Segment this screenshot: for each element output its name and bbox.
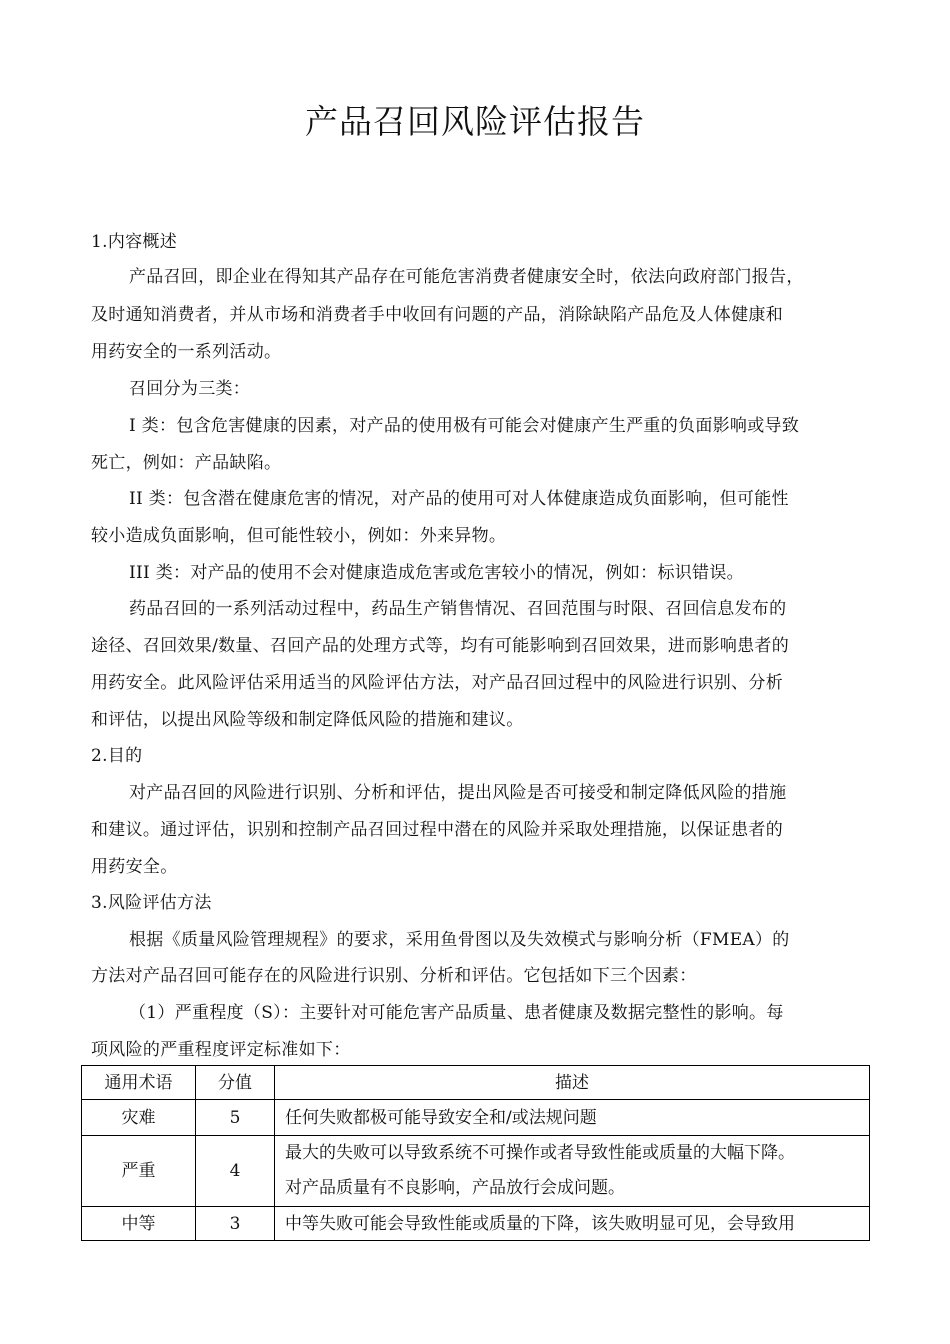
paragraph-text: 和建议。通过评估，识别和控制产品召回过程中潜在的风险并采取处理措施，以保证患者的 [91, 820, 783, 840]
term-cell: 中等 [82, 1207, 196, 1241]
paragraph-text: 项风险的严重程度评定标准如下： [91, 1040, 351, 1060]
paragraph-text: 和评估，以提出风险等级和制定降低风险的措施和建议。 [91, 710, 524, 730]
section-3-heading: 3.风险评估方法 [91, 893, 212, 913]
table-header-cell: 分值 [196, 1066, 275, 1100]
description-cell: 任何失败都极可能导致安全和/或法规问题 [275, 1100, 870, 1136]
table-header-row [82, 1066, 870, 1100]
table-header-cell: 通用术语 [82, 1066, 196, 1100]
table-header-cell: 描述 [275, 1066, 870, 1100]
paragraph-text: 途径、召回效果/数量、召回产品的处理方式等，均有可能影响到召回效果，进而影响患者的 [91, 636, 790, 656]
table-row [82, 1207, 870, 1241]
severity-criteria-table [81, 1065, 870, 1241]
paragraph-text: 用药安全。此风险评估采用适当的风险评估方法，对产品召回过程中的风险进行识别、分析 [91, 673, 783, 693]
paragraph-text: 根据《质量风险管理规程》的要求，采用鱼骨图以及失效模式与影响分析（FMEA）的 [129, 930, 790, 950]
paragraph-text: II 类：包含潜在健康危害的情况，对产品的使用可对人体健康造成负面影响，但可能性 [129, 489, 789, 509]
paragraph-text: 用药安全。 [91, 857, 178, 877]
score-cell: 3 [196, 1207, 275, 1241]
paragraph-text: 死亡，例如：产品缺陷。 [91, 453, 282, 473]
description-line: 最大的失败可以导致系统不可操作或者导致性能或质量的大幅下降。 [285, 1143, 795, 1163]
paragraph-text: 方法对产品召回可能存在的风险进行识别、分析和评估。它包括如下三个因素： [91, 966, 697, 986]
paragraph-text: 较小造成负面影响，但可能性较小，例如：外来异物。 [91, 526, 507, 546]
section-1-heading: 1.内容概述 [91, 232, 178, 252]
paragraph-text: （1）严重程度（S）：主要针对可能危害产品质量、患者健康及数据完整性的影响。每 [129, 1003, 784, 1023]
section-2-heading: 2.目的 [91, 746, 143, 766]
description-cell [275, 1136, 870, 1207]
paragraph-text: 对产品召回的风险进行识别、分析和评估，提出风险是否可接受和制定降低风险的措施 [129, 783, 787, 803]
table-row [82, 1136, 870, 1207]
paragraph-text: 产品召回，即企业在得知其产品存在可能危害消费者健康安全时，依法向政府部门报告， [129, 267, 804, 287]
paragraph-text: 用药安全的一系列活动。 [91, 342, 282, 362]
score-cell: 5 [196, 1100, 275, 1136]
description-cell: 中等失败可能会导致性能或质量的下降，该失败明显可见，会导致用 [275, 1207, 870, 1241]
table-row [82, 1100, 870, 1136]
paragraph-text: III 类：对产品的使用不会对健康造成危害或危害较小的情况，例如：标识错误。 [129, 563, 744, 583]
paragraph-text: I 类：包含危害健康的因素，对产品的使用极有可能会对健康产生严重的负面影响或导致 [129, 416, 800, 436]
paragraph-text: 及时通知消费者，并从市场和消费者手中收回有问题的产品，消除缺陷产品危及人体健康和 [91, 305, 783, 325]
paragraph-text: 召回分为三类： [129, 379, 251, 399]
paragraph-text: 药品召回的一系列活动过程中，药品生产销售情况、召回范围与时限、召回信息发布的 [129, 599, 787, 619]
term-cell: 灾难 [82, 1100, 196, 1136]
report-title: 产品召回风险评估报告 [305, 102, 645, 141]
score-cell: 4 [196, 1136, 275, 1207]
description-line: 对产品质量有不良影响，产品放行会成问题。 [285, 1178, 625, 1198]
term-cell: 严重 [82, 1136, 196, 1207]
